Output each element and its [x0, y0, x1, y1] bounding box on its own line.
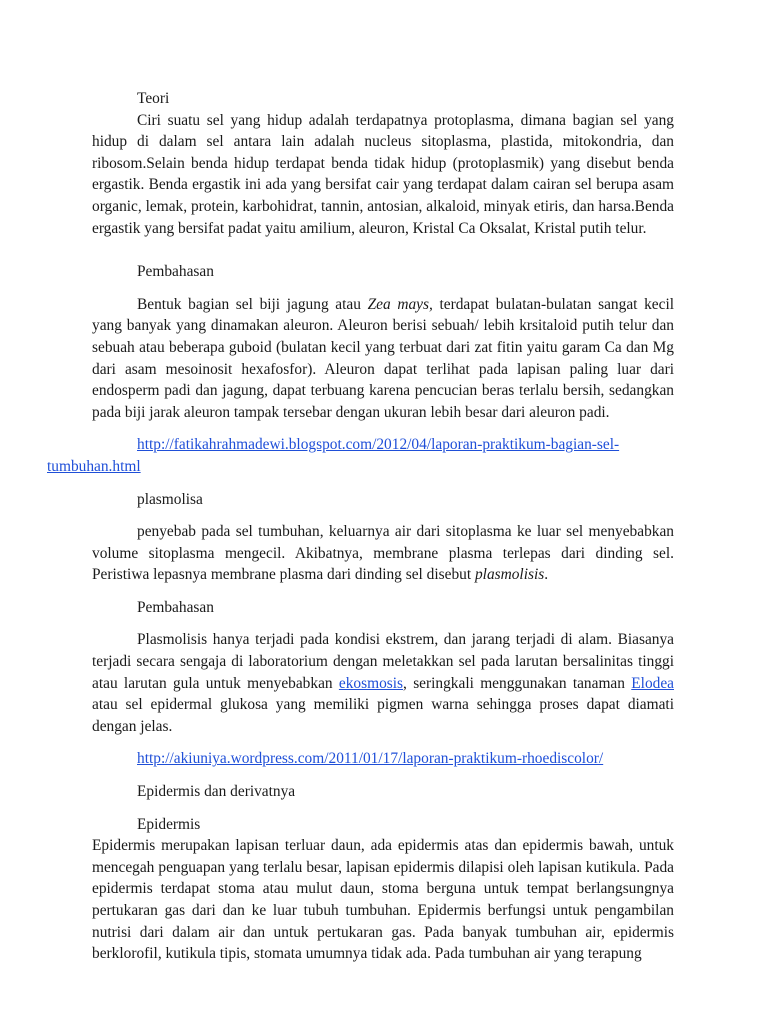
link-ekosmosis[interactable]: ekosmosis [338, 674, 404, 692]
italic-term-plasmolisis: plasmolisis [474, 566, 545, 584]
heading-epidermis-derivatnya: Epidermis dan derivatnya [137, 783, 296, 801]
heading-teori: Teori [137, 90, 170, 107]
heading-pembahasan-2: Pembahasan [137, 598, 214, 616]
text-segment: terdapat bulatan-bulatan sangat kecil yang banyak yang dinamakan aleuron. Aleuron berisi sebuah/ lebih krsitaloid putih telur dan sebuah atau beberapa guboid (bulatan kecil yang terbuat dari zat fitin yaitu garam Ca dan Mg dari asam mesoinosit hexafosfor). Aleuron dapat terlihat pada lapisan paling luar dari endosperm padi dan jagung, dapat terbuang karena pencucian beras terlalu bersih, sedangkan pada biji jarak aleuron tampak tersebar dengan ukuran lebih besar dari aleuron padi. [92, 295, 675, 421]
text-segment: Bentuk bagian sel biji jagung atau [137, 295, 368, 313]
paragraph-plasmolisa [92, 521, 674, 586]
italic-term-zea-mays: Zea mays, [367, 295, 433, 313]
text-segment: atau sel epidermal glukosa yang memiliki pigmen warna sehingga proses dapat diamati dengan jelas. [92, 696, 674, 735]
link-fatikah-paragraph [47, 434, 674, 477]
paragraph-pembahasan-2 [92, 629, 674, 737]
link-akiuniya-paragraph [92, 748, 674, 770]
heading-plasmolisa: plasmolisa [137, 490, 203, 508]
link-akiuniya[interactable]: http://akiuniya.wordpress.com/2011/01/17/laporan-praktikum-rhoediscolor/ [137, 750, 604, 768]
subheading-epidermis: Epidermis [137, 815, 201, 833]
text-segment: penyebab pada sel tumbuhan, keluarnya air dari sitoplasma ke luar sel menyebabkan volume sitoplasma mengecil. Akibatnya, membrane plasma terlepas dari dinding sel. Peristiwa lepasnya membrane plasma dari dinding sel disebut [92, 523, 674, 584]
text-segment: Plasmolisis hanya terjadi pada kondisi ekstrem, dan jarang terjadi di alam. Biasanya terjadi secara sengaja di laboratorium dengan meletakkan sel pada larutan bersalinitas tinggi atau larutan gula untuk menyebabkan [92, 631, 674, 692]
text-segment: , seringkali menggunakan tanaman [403, 674, 632, 692]
link-fatikah-part-1[interactable]: http://fatikahrahmadewi.blogspot.com/2012/04/laporan-praktikum-bagian-sel- [137, 436, 620, 454]
document-page [47, 88, 675, 965]
heading-pembahasan-1: Pembahasan [137, 263, 214, 281]
link-fatikah-part-2[interactable]: tumbuhan.html [47, 457, 141, 475]
paragraph-teori: Ciri suatu sel yang hidup adalah terdapatnya protoplasma, dimana bagian sel yang hidup di dalam sel antara lain adalah nucleus sitoplasma, plastida, mitokondria, dan ribosom.Selain benda hidup terdapat benda tidak hidup (protoplasmik) yang disebut benda ergastik. Benda ergastik ini ada yang bersifat cair yang terdapat dalam cairan sel berupa asam organic, lemak, protein, karbohidrat, tannin, antosian, alkaloid, minyak etiris, dan harsa.Benda ergastik yang bersifat padat yaitu amilium, aleuron, Kristal Ca Oksalat, Kristal putih telur. [92, 111, 674, 237]
paragraph-epidermis: Epidermis merupakan lapisan terluar daun, ada epidermis atas dan epidermis bawah, untuk mencegah penguapan yang terlalu besar, lapisan epidermis dilapisi oleh lapisan kutikula. Pada epidermis terdapat stoma atau mulut daun, stoma berguna untuk tempat berlangsungnya pertukaran gas dari dan ke luar tubuh tumbuhan. Epidermis berfungsi untuk pengambilan nutrisi dari dalam air dan untuk pertukaran gas. Pada banyak tumbuhan air, epidermis berklorofil, kutikula tipis, stomata umumnya tidak ada. Pada tumbuhan air yang terapung [92, 837, 674, 963]
paragraph-pembahasan-1 [92, 294, 674, 424]
text-segment: . [544, 566, 549, 584]
link-elodea[interactable]: Elodea [631, 674, 674, 692]
